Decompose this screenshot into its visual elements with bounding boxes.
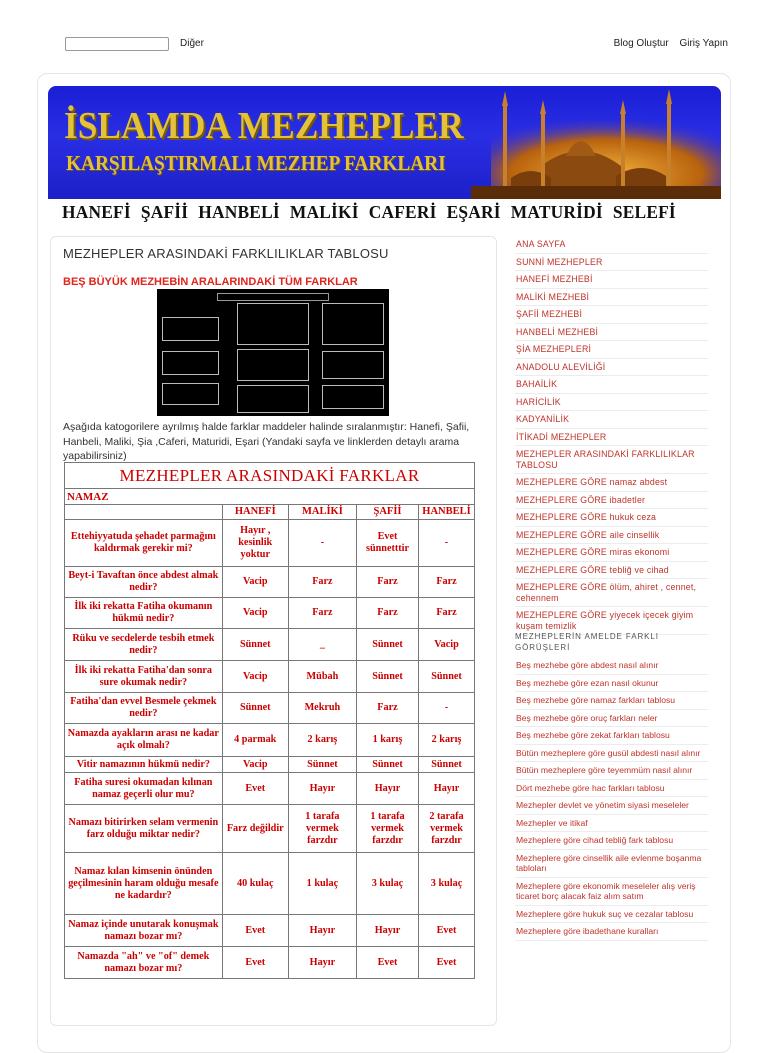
sidebar-item-ibadet[interactable]: MEZHEPLERE GÖRE ibadetler — [515, 492, 708, 510]
table-header — [65, 505, 223, 520]
table-row — [65, 757, 475, 773]
table-row — [65, 724, 475, 757]
row-question: İlk iki rekatta Fatiha'dan sonra sure okumak nedir? — [65, 661, 223, 693]
cell-hanbeli: - — [419, 693, 475, 724]
blog-title: İSLAMDA MEZHEPLER — [64, 105, 464, 147]
sidebar-link[interactable]: Bütün mezheplere göre teyemmüm nasıl alınır — [515, 762, 708, 780]
sidebar-pages — [515, 236, 708, 635]
table-row — [65, 773, 475, 805]
sidebar-item-namaz[interactable]: MEZHEPLERE GÖRE namaz abdest — [515, 474, 708, 492]
table-row — [65, 629, 475, 661]
tab-hanefi[interactable]: HANEFİ — [62, 202, 131, 222]
cell-hanbeli: - — [419, 520, 475, 567]
tab-esari[interactable]: EŞARİ — [446, 202, 501, 222]
table-header: HANEFİ — [222, 505, 288, 520]
cell-maliki: 1 kulaç — [288, 853, 356, 915]
table-row — [65, 805, 475, 853]
row-question: Namazda "ah" ve "of" demek namazı bozar mı? — [65, 947, 223, 979]
post-title[interactable]: MEZHEPLER ARASINDAKİ FARKLILIKLAR TABLOSU — [63, 246, 389, 261]
sidebar-item-harici[interactable]: HARİCİLİK — [515, 394, 708, 412]
cell-hanbeli: 2 tarafa vermek farzdır — [419, 805, 475, 853]
cell-hanbeli: Sünnet — [419, 661, 475, 693]
table-section: NAMAZ — [65, 489, 475, 505]
sidebar-item-kadyani[interactable]: KADYANİLİK — [515, 411, 708, 429]
sidebar-link[interactable]: Mezheplere göre ekonomik meseleler alış veriş ticaret borç alacak faiz alım satım — [515, 878, 708, 906]
cell-maliki: Hayır — [288, 947, 356, 979]
cell-hanefi: 4 parmak — [222, 724, 288, 757]
row-question: Ettehiyyatuda şehadet parmağını kaldırmak gerekir mi? — [65, 520, 223, 567]
cell-hanefi: Vacip — [222, 567, 288, 598]
row-question: Namazı bitirirken selam vermenin farz olduğu miktar nedir? — [65, 805, 223, 853]
sidebar-link[interactable]: Mezheplere göre hukuk suç ve cezalar tablosu — [515, 906, 708, 924]
cell-maliki: 1 tarafa vermek farzdır — [288, 805, 356, 853]
table-row — [65, 947, 475, 979]
search-input[interactable] — [65, 37, 169, 51]
differences-table — [64, 462, 475, 979]
cell-safii: Sünnet — [356, 757, 418, 773]
row-question: Namazda ayakların arası ne kadar açık olmalı? — [65, 724, 223, 757]
mezhep-tabs — [62, 202, 686, 228]
sidebar-links — [515, 657, 708, 941]
sidebar-item-hukuk[interactable]: MEZHEPLERE GÖRE hukuk ceza — [515, 509, 708, 527]
cell-hanefi: Sünnet — [222, 693, 288, 724]
row-question: Rüku ve secdelerde tesbih etmek nedir? — [65, 629, 223, 661]
table-row — [65, 693, 475, 724]
cell-hanbeli: 2 karış — [419, 724, 475, 757]
cell-safii: Hayır — [356, 773, 418, 805]
cell-safii: Hayır — [356, 915, 418, 947]
sidebar-item-itikadi[interactable]: İTİKADİ MEZHEPLER — [515, 429, 708, 447]
cell-safii: Evet — [356, 947, 418, 979]
sidebar-item-bahai[interactable]: BAHAİLİK — [515, 376, 708, 394]
table-row — [65, 853, 475, 915]
sidebar-link[interactable]: Mezheplere göre cinsellik aile evlenme boşanma tabloları — [515, 850, 708, 878]
sidebar-item-yiyecek[interactable]: MEZHEPLERE GÖRE yiyecek içecek giyim kuşam temizlik — [515, 607, 708, 635]
sidebar-link[interactable]: Beş mezhebe göre namaz farkları tablosu — [515, 692, 708, 710]
row-question: Namaz kılan kimsenin önünden geçilmesinin haram olduğu mesafe ne kadardır? — [65, 853, 223, 915]
other-link[interactable]: Diğer — [180, 38, 204, 49]
table-row — [65, 567, 475, 598]
table-title: MEZHEPLER ARASINDAKİ FARKLAR — [65, 463, 475, 489]
cell-safii: Farz — [356, 567, 418, 598]
cell-hanefi: 40 kulaç — [222, 853, 288, 915]
table-row — [65, 661, 475, 693]
sidebar-link[interactable]: Mezhepler ve itikaf — [515, 815, 708, 833]
tab-hanbeli[interactable]: HANBELİ — [198, 202, 280, 222]
cell-hanefi: Farz değildir — [222, 805, 288, 853]
sidebar-link[interactable]: Mezheplere göre ibadethane kuralları — [515, 923, 708, 941]
cell-hanefi: Sünnet — [222, 629, 288, 661]
cell-hanbeli: Farz — [419, 598, 475, 629]
cell-maliki: Sünnet — [288, 757, 356, 773]
post-description: Aşağıda katogorilere ayrılmış halde farklar maddeler halinde sıralanmıştır: Hanefi, Şafii, Hanbeli, Maliki, Şia ,Caferi, Maturidi, Eşari (Yandaki sayfa ve linklerden detaylı arama yapabilirsiniz) — [63, 421, 470, 462]
sidebar-link[interactable]: Beş mezhebe göre ezan nasıl okunur — [515, 675, 708, 693]
sidebar-item-olum[interactable]: MEZHEPLERE GÖRE ölüm, ahiret , cennet, cehennem — [515, 579, 708, 607]
cell-safii: 3 kulaç — [356, 853, 418, 915]
cell-hanefi: Evet — [222, 915, 288, 947]
sidebar-item-hanbeli[interactable]: HANBELİ MEZHEBİ — [515, 324, 708, 342]
sidebar-item-miras[interactable]: MEZHEPLERE GÖRE miras ekonomi — [515, 544, 708, 562]
post-subtitle: BEŞ BÜYÜK MEZHEBİN ARALARINDAKİ TÜM FARKLAR — [63, 276, 358, 288]
blog-subtitle: KARŞILAŞTIRMALI MEZHEP FARKLARI — [66, 151, 446, 175]
cell-maliki: Mübah — [288, 661, 356, 693]
cell-hanbeli: Vacip — [419, 629, 475, 661]
cell-hanefi: Vacip — [222, 661, 288, 693]
cell-hanefi: Hayır , kesinlik yoktur — [222, 520, 288, 567]
tab-maliki[interactable]: MALİKİ — [289, 202, 359, 222]
cell-maliki: Farz — [288, 598, 356, 629]
tab-safii[interactable]: ŞAFİİ — [140, 202, 189, 222]
sidebar-item-farklar[interactable]: MEZHEPLER ARASINDAKİ FARKLILIKLAR TABLOSU — [515, 446, 708, 474]
cell-maliki: Hayır — [288, 915, 356, 947]
cell-hanefi: Vacip — [222, 757, 288, 773]
table-row — [65, 520, 475, 567]
comparison-table-image[interactable] — [157, 289, 389, 416]
mosque-image — [471, 86, 721, 199]
sidebar-section-title: MEZHEPLERİN AMELDE FARKLI GÖRÜŞLERİ — [515, 632, 659, 652]
cell-maliki: 2 karış — [288, 724, 356, 757]
cell-hanefi: Vacip — [222, 598, 288, 629]
table-row — [65, 598, 475, 629]
sidebar-link[interactable]: Dört mezhebe göre hac farkları tablosu — [515, 780, 708, 798]
cell-safii: Sünnet — [356, 661, 418, 693]
create-blog-link[interactable]: Blog Oluştur — [613, 38, 669, 49]
cell-safii: 1 karış — [356, 724, 418, 757]
row-question: İlk iki rekatta Fatiha okumanın hükmü nedir? — [65, 598, 223, 629]
cell-hanbeli: Farz — [419, 567, 475, 598]
cell-maliki: Mekruh — [288, 693, 356, 724]
sidebar-item-home[interactable]: ANA SAYFA — [515, 236, 708, 254]
table-header-row — [65, 505, 475, 520]
sidebar-link[interactable]: Beş mezhebe göre abdest nasıl alınır — [515, 657, 708, 675]
sidebar-item-maliki[interactable]: MALİKİ MEZHEBİ — [515, 289, 708, 307]
tab-selefi[interactable]: SELEFİ — [612, 202, 676, 222]
table-header: HANBELİ — [419, 505, 475, 520]
sidebar-item-sunni[interactable]: SUNNİ MEZHEPLER — [515, 254, 708, 272]
sign-in-link[interactable]: Giriş Yapın — [679, 38, 728, 49]
sidebar-item-teblig[interactable]: MEZHEPLERE GÖRE tebliğ ve cihad — [515, 562, 708, 580]
cell-hanbeli: Sünnet — [419, 757, 475, 773]
row-question: Namaz içinde unutarak konuşmak namazı bozar mı? — [65, 915, 223, 947]
cell-safii: Evet sünnetttir — [356, 520, 418, 567]
cell-safii: Farz — [356, 693, 418, 724]
row-question: Vitir namazının hükmü nedir? — [65, 757, 223, 773]
tab-maturidi[interactable]: MATURİDİ — [510, 202, 603, 222]
cell-hanefi: Evet — [222, 773, 288, 805]
cell-maliki: Hayır — [288, 773, 356, 805]
table-row — [65, 915, 475, 947]
sidebar-item-sia[interactable]: ŞİA MEZHEPLERİ — [515, 341, 708, 359]
sidebar-link[interactable]: Mezhepler devlet ve yönetim siyasi meseleler — [515, 797, 708, 815]
cell-hanbeli: Hayır — [419, 773, 475, 805]
navbar — [0, 0, 768, 56]
cell-maliki: Farz — [288, 567, 356, 598]
row-question: Beyt-i Tavaftan önce abdest almak nedir? — [65, 567, 223, 598]
sidebar-item-safii[interactable]: ŞAFİİ MEZHEBİ — [515, 306, 708, 324]
cell-hanefi: Evet — [222, 947, 288, 979]
header-banner[interactable] — [48, 86, 721, 199]
cell-safii: Farz — [356, 598, 418, 629]
sidebar-item-hanefi[interactable]: HANEFİ MEZHEBİ — [515, 271, 708, 289]
table-header: MALİKİ — [288, 505, 356, 520]
table-header: ŞAFİİ — [356, 505, 418, 520]
row-question: Fatiha suresi okumadan kılınan namaz geçerli olur mu? — [65, 773, 223, 805]
cell-hanbeli: Evet — [419, 947, 475, 979]
sidebar-link[interactable]: Beş mezhebe göre oruç farkları neler — [515, 710, 708, 728]
sidebar-link[interactable]: Bütün mezheplere göre gusül abdesti nasıl alınır — [515, 745, 708, 763]
cell-safii: 1 tarafa vermek farzdır — [356, 805, 418, 853]
sidebar-item-aile[interactable]: MEZHEPLERE GÖRE aile cinsellik — [515, 527, 708, 545]
sidebar-link[interactable]: Mezheplere göre cihad tebliğ fark tablosu — [515, 832, 708, 850]
cell-safii: Sünnet — [356, 629, 418, 661]
sidebar-item-alevi[interactable]: ANADOLU ALEVİLİĞİ — [515, 359, 708, 377]
cell-maliki: _ — [288, 629, 356, 661]
nav-actions — [606, 38, 728, 49]
row-question: Fatiha'dan evvel Besmele çekmek nedir? — [65, 693, 223, 724]
cell-hanbeli: 3 kulaç — [419, 853, 475, 915]
sidebar-link[interactable]: Beş mezhebe göre zekat farkları tablosu — [515, 727, 708, 745]
cell-hanbeli: Evet — [419, 915, 475, 947]
cell-maliki: - — [288, 520, 356, 567]
tab-caferi[interactable]: CAFERİ — [368, 202, 437, 222]
